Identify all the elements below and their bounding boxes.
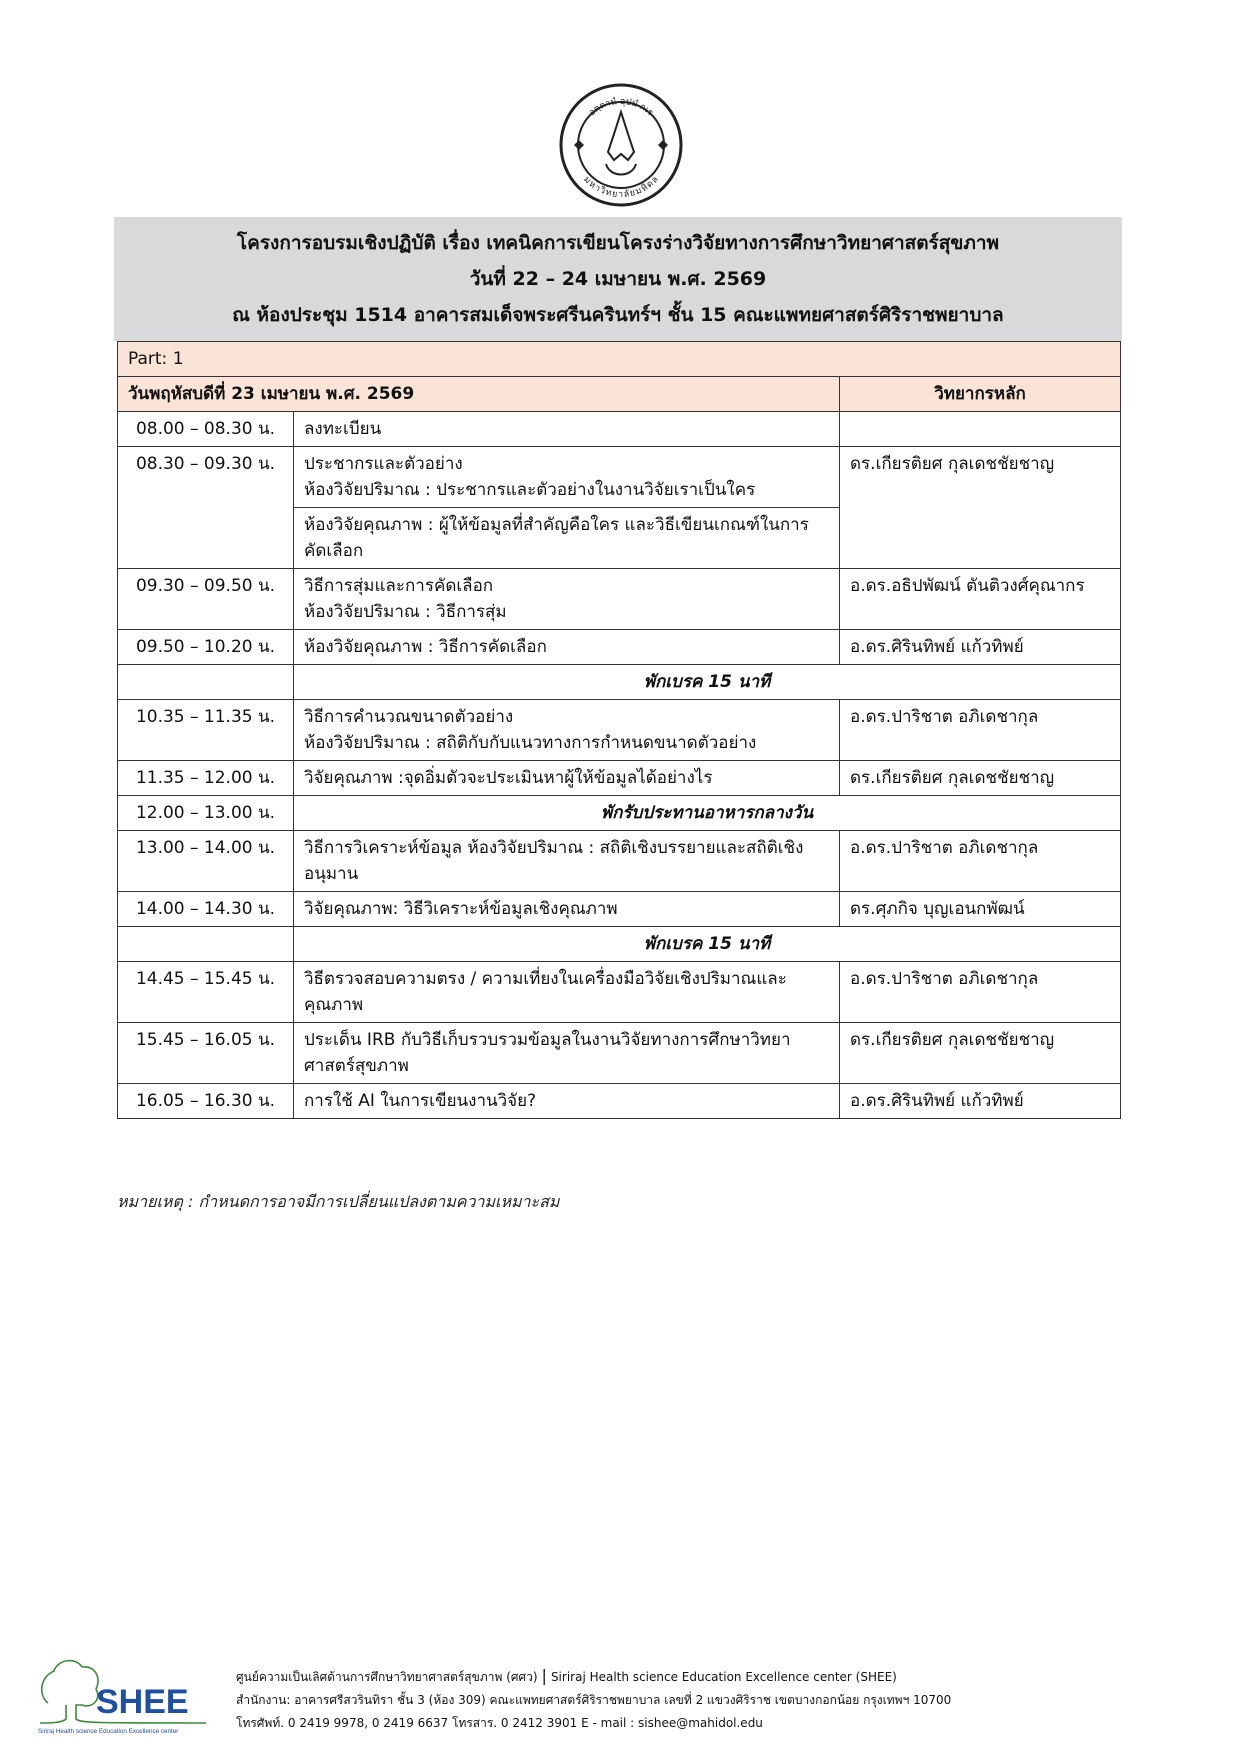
time-cell xyxy=(118,665,294,700)
break-label: พักเบรค 15 นาที xyxy=(294,927,1121,962)
lecturer-cell: ดร.เกียรติยศ กุลเดชชัยชาญ xyxy=(840,761,1121,796)
lecturer-cell xyxy=(840,412,1121,447)
break-row xyxy=(118,927,1121,962)
seal-bottom-text: มหาวิทยาลัยมหิดล xyxy=(581,174,661,201)
schedule-row xyxy=(118,412,1121,447)
topic-cell xyxy=(294,962,840,1023)
time-cell: 10.35 – 11.35 น. xyxy=(118,700,294,761)
schedule-row xyxy=(118,1084,1121,1119)
lecturer-cell: ดร.ศุภกิจ บุญเอนกพัฒน์ xyxy=(840,892,1121,927)
topic-line: วิจัยคุณภาพ :จุดอิ่มตัวจะประเมินหาผู้ให้ข้อมูลได้อย่างไร xyxy=(304,768,713,788)
time-cell xyxy=(118,927,294,962)
time-cell: 08.30 – 09.30 น. xyxy=(118,447,294,569)
topic-line: การใช้ AI ในการเขียนงานวิจัย? xyxy=(304,1091,537,1111)
lecturer-cell: อ.ดร.ศิรินทิพย์ แก้วทิพย์ xyxy=(840,1084,1121,1119)
break-row xyxy=(118,796,1121,831)
schedule-row xyxy=(118,700,1121,761)
topic-line: ประชากรและตัวอย่าง xyxy=(304,454,463,474)
topic-cell xyxy=(294,831,840,892)
shee-logo-text: SHEE xyxy=(96,1683,189,1721)
topic-line: วิธีการสุ่มและการคัดเลือก xyxy=(304,576,494,596)
time-cell: 12.00 – 13.00 น. xyxy=(118,796,294,831)
lecturer-cell: ดร.เกียรติยศ กุลเดชชัยชาญ xyxy=(840,447,1121,569)
topic-cell xyxy=(294,1084,840,1119)
lecturer-cell: อ.ดร.ปาริชาต อภิเดชากุล xyxy=(840,831,1121,892)
time-cell: 15.45 – 16.05 น. xyxy=(118,1023,294,1084)
topic-cell xyxy=(294,892,840,927)
time-cell: 09.50 – 10.20 น. xyxy=(118,630,294,665)
footer-separator: | xyxy=(541,1666,547,1685)
note-text: หมายเหตุ : กำหนดการอาจมีการเปลี่ยนแปลงตามความเหมาะสม xyxy=(117,1192,560,1211)
shee-logo-subtext: Siriraj Health science Education Excellence center xyxy=(38,1728,179,1735)
lecturer-cell: อ.ดร.อธิปพัฒน์ ตันติวงศ์คุณากร xyxy=(840,569,1121,630)
topic-cell xyxy=(294,761,840,796)
lecturer-column-header: วิทยากรหลัก xyxy=(840,377,1121,412)
day-header-row xyxy=(118,377,1121,412)
day-label: วันพฤหัสบดีที่ 23 เมษายน พ.ศ. 2569 xyxy=(118,377,840,412)
topic-line: วิธีการวิเคราะห์ข้อมูล ห้องวิจัยปริมาณ : สถิติเชิงบรรยายและสถิติเชิงอนุมาน xyxy=(304,838,804,884)
schedule-row xyxy=(118,831,1121,892)
lecturer-cell: ดร.เกียรติยศ กุลเดชชัยชาญ xyxy=(840,1023,1121,1084)
time-cell: 16.05 – 16.30 น. xyxy=(118,1084,294,1119)
topic-line: ห้องวิจัยปริมาณ : ประชากรและตัวอย่างในงานวิจัยเราเป็นใคร xyxy=(304,480,756,500)
topic-cell: ห้องวิจัยคุณภาพ : ผู้ให้ข้อมูลที่สำคัญคือใคร และวิธีเขียนเกณฑ์ในการคัดเลือก xyxy=(294,508,840,569)
time-cell: 08.00 – 08.30 น. xyxy=(118,412,294,447)
topic-line: ลงทะเบียน xyxy=(304,419,382,439)
footer-contact: โทรศัพท์. 0 2419 9978, 0 2419 6637 โทรสาร. 0 2412 3901 E - mail : sishee@mahidol.edu xyxy=(236,1716,763,1730)
break-label: พักรับประทานอาหารกลางวัน xyxy=(294,796,1121,831)
topic-line: วิจัยคุณภาพ: วิธีวิเคราะห์ข้อมูลเชิงคุณภาพ xyxy=(304,899,618,919)
time-cell: 14.00 – 14.30 น. xyxy=(118,892,294,927)
time-cell: 13.00 – 14.00 น. xyxy=(118,831,294,892)
topic-line: วิธีตรวจสอบความตรง / ความเที่ยงในเครื่องมือวิจัยเชิงปริมาณและคุณภาพ xyxy=(304,969,787,1015)
schedule-row xyxy=(118,761,1121,796)
topic-cell xyxy=(294,412,840,447)
lecturer-cell: อ.ดร.ปาริชาต อภิเดชากุล xyxy=(840,962,1121,1023)
time-cell: 09.30 – 09.50 น. xyxy=(118,569,294,630)
event-venue: ณ ห้องประชุม 1514 อาคารสมเด็จพระศรีนครินทร์ฯ ชั้น 15 คณะแพทยศาสตร์ศิริราชพยาบาล xyxy=(232,304,1004,326)
shee-logo xyxy=(36,1655,216,1735)
topic-cell xyxy=(294,1023,840,1084)
footer-center-th: ศูนย์ความเป็นเลิศด้านการศึกษาวิทยาศาสตร์สุขภาพ (ศศว) xyxy=(236,1670,538,1684)
schedule-row xyxy=(118,569,1121,630)
topic-cell xyxy=(294,569,840,630)
title-banner xyxy=(114,217,1122,341)
project-title: โครงการอบรมเชิงปฏิบัติ เรื่อง เทคนิคการเขียนโครงร่างวิจัยทางการศึกษาวิทยาศาสตร์สุขภาพ xyxy=(236,232,1000,254)
seal-top-text: อตฺตานํ อุปมํ กเร xyxy=(587,96,655,119)
mahidol-university-seal xyxy=(558,82,684,208)
lecturer-cell: อ.ดร.ศิรินทิพย์ แก้วทิพย์ xyxy=(840,630,1121,665)
topic-line: ห้องวิจัยคุณภาพ : วิธีการคัดเลือก xyxy=(304,637,547,657)
topic-cell xyxy=(294,630,840,665)
footer-center-en: Siriraj Health science Education Excellence center (SHEE) xyxy=(550,1670,897,1684)
schedule-row xyxy=(118,630,1121,665)
schedule-table xyxy=(117,341,1121,1119)
schedule-row xyxy=(118,447,1121,508)
schedule-row xyxy=(118,892,1121,927)
schedule-row xyxy=(118,962,1121,1023)
topic-line: ประเด็น IRB กับวิธีเก็บรวบรวมข้อมูลในงานวิจัยทางการศึกษาวิทยาศาสตร์สุขภาพ xyxy=(304,1030,791,1076)
lecturer-cell: อ.ดร.ปาริชาต อภิเดชากุล xyxy=(840,700,1121,761)
footer-address: สำนักงาน: อาคารศรีสวรินทิรา ชั้น 3 (ห้อง 309) คณะแพทยศาสตร์ศิริราชพยาบาล เลขที่ 2 แขวงศิริราช เขตบางกอกน้อย กรุงเทพฯ 10700 xyxy=(236,1693,952,1707)
topic-line: ห้องวิจัยปริมาณ : สถิติกับกับแนวทางการกำหนดขนาดตัวอย่าง xyxy=(304,733,757,753)
part-label: Part: 1 xyxy=(118,342,1121,377)
break-row xyxy=(118,665,1121,700)
topic-line: ห้องวิจัยปริมาณ : วิธีการสุ่ม xyxy=(304,602,507,622)
event-date: วันที่ 22 – 24 เมษายน พ.ศ. 2569 xyxy=(469,268,767,290)
part-row xyxy=(118,342,1121,377)
topic-line: วิธีการคำนวณขนาดตัวอย่าง xyxy=(304,707,514,727)
time-cell: 11.35 – 12.00 น. xyxy=(118,761,294,796)
break-label: พักเบรค 15 นาที xyxy=(294,665,1121,700)
schedule-row xyxy=(118,1023,1121,1084)
topic-cell xyxy=(294,447,840,508)
footer-info xyxy=(236,1664,951,1735)
topic-cell xyxy=(294,700,840,761)
time-cell: 14.45 – 15.45 น. xyxy=(118,962,294,1023)
